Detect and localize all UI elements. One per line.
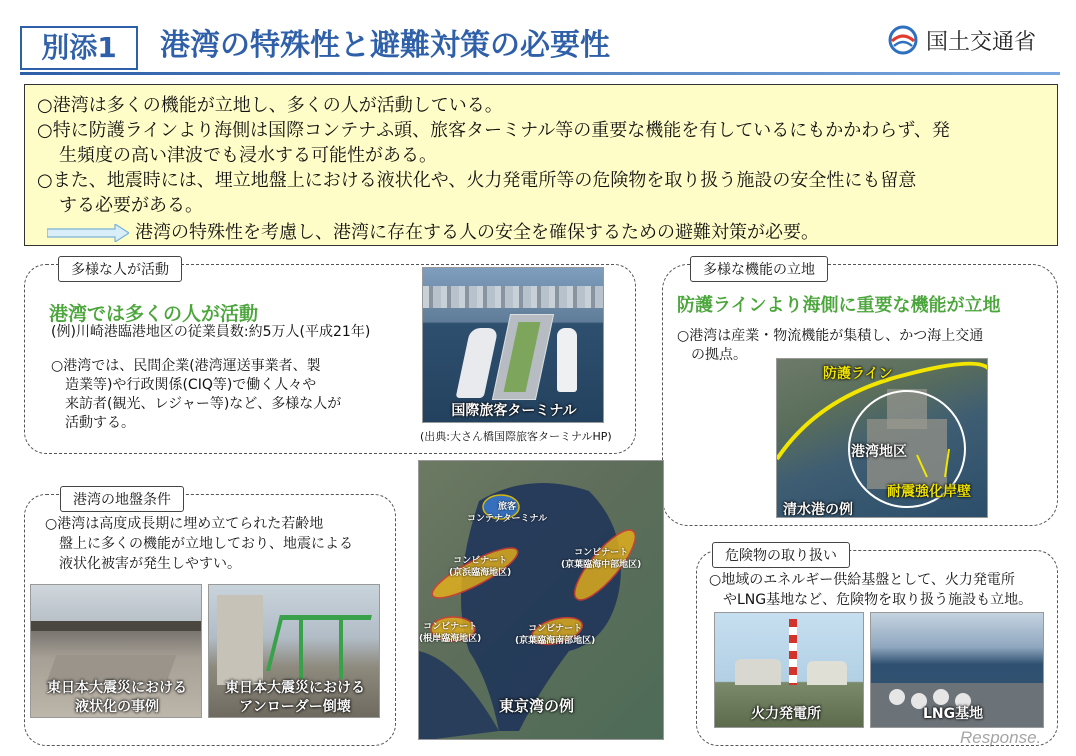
ground-desc-3: 液状化被害が発生しやすい。 (59, 556, 241, 572)
terminal-photo (422, 267, 604, 423)
conclusion-text: 港湾の特殊性を考慮し、港湾に存在する人の安全を確保するための避難対策が必要。 (135, 222, 819, 243)
page-title: 港湾の特殊性と避難対策の必要性 (160, 28, 610, 63)
map-spot-3 (561, 547, 641, 571)
power-plant-caption: 火力発電所 (751, 706, 821, 722)
map-spot-5-l2: (京葉臨海南部地区) (515, 636, 596, 646)
map-spot-4 (419, 621, 481, 645)
map-spot-3-l1: コンビナート (574, 548, 629, 558)
functions-desc-2: の拠点。 (691, 347, 747, 363)
conclusion-row (37, 220, 1045, 245)
liquefaction-caption-2: 液状化の事例 (75, 699, 159, 715)
terminal-photo-caption: 国際旅客ターミナル (451, 403, 577, 419)
map-spot-3-l2: (京葉臨海中部地区) (561, 560, 642, 570)
map-spot-1-l1: 旅客 (498, 502, 517, 512)
port-area-label: 港湾地区 (851, 444, 907, 460)
ground-label: 港湾の地盤条件 (60, 486, 184, 512)
map-caption: 東京湾の例 (499, 697, 575, 715)
summary-line-2b: 生頻度の高い津波でも浸水する可能性がある。 (59, 145, 437, 166)
lng-base-caption: LNG基地 (923, 706, 984, 722)
liquefaction-caption-1: 東日本大震災における (47, 680, 187, 696)
hazard-desc-2: やLNG基地など、危険物を取り扱う施設も立地。 (723, 592, 1033, 608)
ground-desc-2: 盤上に多くの機能が立地しており、地震による (59, 536, 353, 552)
people-example: (例)川崎港臨港地区の従業員数:約5万人(平成21年) (51, 324, 371, 340)
map-spot-2 (449, 555, 511, 579)
functions-desc-1: ○港湾は産業・物流機能が集積し、かつ海上交通 (677, 328, 984, 344)
ground-desc-1: ○港湾は高度成長期に埋め立てられた若齢地 (45, 516, 324, 532)
watermark: Response. (960, 728, 1042, 747)
shimizu-port-photo (776, 358, 988, 518)
hazard-desc-1: ○地域のエネルギー供給基盤として、火力発電所 (709, 572, 1015, 588)
people-desc-1: ○港湾では、民間企業(港湾運送事業者、製 (51, 358, 321, 374)
power-plant-photo (714, 612, 864, 728)
title-underline (20, 72, 1060, 75)
map-spot-5 (515, 623, 595, 647)
annex-tag: 別添1 (20, 26, 138, 70)
people-headline: 港湾では多くの人が活動 (49, 303, 259, 325)
map-spot-5-l1: コンビナート (528, 624, 583, 634)
summary-line-3a: ○また、地震時には、埋立地盤上における液状化や、火力発電所等の危険物を取り扱う施設の安全性にも留意 (37, 170, 917, 191)
tokyo-bay-map (418, 460, 664, 740)
map-spot-1-l2: コンテナターミナル (467, 514, 548, 524)
people-desc-3: 来訪者(観光、レジャー等)など、多様な人が (65, 396, 342, 412)
functions-label: 多様な機能の立地 (690, 256, 828, 282)
shimizu-caption: 清水港の例 (783, 502, 853, 518)
map-spot-2-l1: コンビナート (453, 556, 508, 566)
lng-base-photo (870, 612, 1044, 728)
people-desc-4: 活動する。 (65, 415, 135, 431)
map-spot-1 (467, 501, 547, 525)
protection-line-label: 防護ライン (823, 366, 893, 382)
ministry-name: 国土交通省 (926, 29, 1037, 55)
unloader-photo (208, 584, 380, 718)
summary-box (24, 84, 1058, 246)
people-desc-2: 造業等)や行政関係(CIQ等)で働く人々や (65, 377, 317, 393)
terminal-photo-source: (出典:大さん橋国際旅客ターミナルHP) (420, 430, 612, 443)
summary-line-3b: する必要がある。 (59, 195, 203, 216)
functions-headline: 防護ラインより海側に重要な機能が立地 (677, 295, 1001, 316)
map-spot-4-l2: (根岸臨海地区) (419, 634, 482, 644)
map-spot-4-l1: コンビナート (423, 622, 478, 632)
arrow-right-icon (47, 224, 129, 242)
ministry-logo-icon (888, 25, 918, 55)
hazard-label: 危険物の取り扱い (712, 542, 850, 568)
summary-line-2a: ○特に防護ラインより海側は国際コンテナふ頭、旅客ターミナル等の重要な機能を有しているにもかかわらず、発 (37, 120, 950, 141)
map-spot-2-l2: (京浜臨海地区) (449, 568, 512, 578)
unloader-caption-1: 東日本大震災における (225, 680, 365, 696)
liquefaction-photo (30, 584, 202, 718)
people-label: 多様な人が活動 (58, 256, 182, 282)
ministry-brand (888, 22, 1036, 58)
unloader-caption-2: アンローダー倒壊 (239, 699, 351, 715)
header (0, 0, 1076, 76)
summary-line-1: ○港湾は多くの機能が立地し、多くの人が活動している。 (37, 95, 503, 116)
seismic-wharf-label: 耐震強化岸壁 (887, 484, 971, 500)
